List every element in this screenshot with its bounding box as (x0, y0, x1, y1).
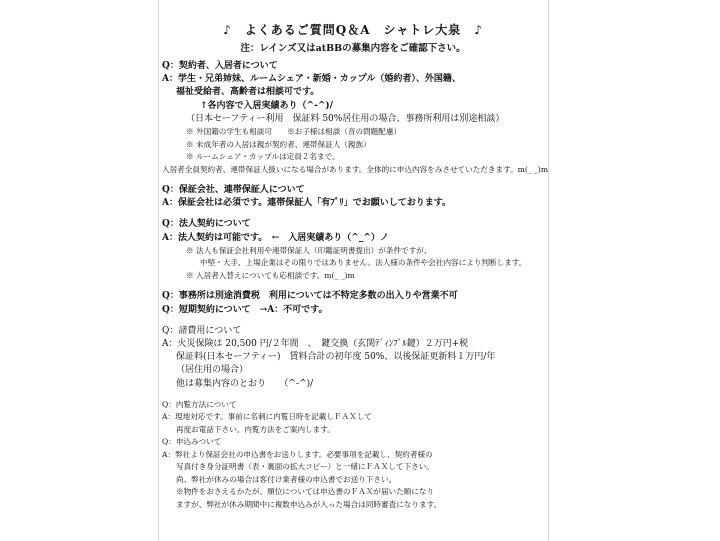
question: Q：事務所は別途消費税 利用については不特定多数の出入りや営業不可 (162, 291, 458, 302)
note-line: ※ 未成年者の入居は親が契約者、連帯保証人（親族） (186, 139, 371, 149)
answer: A：現地対応です。事前に名刺に内覧日時を記載しＦＡＸして (162, 412, 372, 422)
answer: A：法人契約は可能です。 ← 入居実績あり（^_^）ノ (162, 232, 389, 243)
answer-cont: 保証料(日本セーフティー) 賃料合計の初年度 50%、以後保証更新料１万円/年 (176, 352, 496, 363)
section-viewing-application (162, 399, 544, 512)
answer-cont: ↑各内容で入居実績あり（^-^)/ (200, 100, 333, 111)
section-costs (162, 325, 544, 391)
section-guarantor (162, 184, 544, 210)
answer-cont: （日本セーフティー利用 保証料 50%居住用の場合、事務所利用は別途相談） (186, 113, 505, 124)
faq-document (162, 8, 549, 538)
notice-line: 注：レインズ又はatBBの募集内容をご確認下さい。 (240, 43, 466, 54)
answer: A：学生・兄弟姉妹、ルームシェア・新婚・カップル（婚約者）、外国籍、 (162, 74, 461, 85)
question: Q：諸費用について (162, 325, 242, 336)
section-office-short-term (162, 290, 544, 316)
question: Q：契約者、入居者について (162, 61, 278, 71)
section-corporate (162, 218, 544, 282)
note-line: ※ 外国籍の学生も相談可 ※お子様は相談（音の問題配慮） (186, 127, 402, 137)
question: Q：法人契約について (162, 219, 251, 230)
left-margin (0, 0, 159, 541)
answer-cont: （居住用の場合） (176, 365, 249, 376)
answer: A：火災保険は 20,500 円/２年間 、 鍵交換（玄関ﾃﾞｨﾝﾌﾟﾙ鍵）２万円+税 (162, 338, 469, 349)
answer: A：弊社より保証会社の申込書をお送りします。必要事項を記載し、契約者様の (162, 449, 433, 459)
question: Q：保証会社、連帯保証人について (162, 185, 305, 196)
answer-cont: 他は募集内容のとおり （^-^)/ (176, 378, 314, 389)
right-margin (548, 0, 720, 541)
page-title: ♪ よくあるご質問Q＆A シャトレ大泉 ♪ (223, 23, 483, 37)
answer-cont: ※物件をおさえるかたが、順位については申込書のＦＡＸが届いた順になり (176, 487, 435, 497)
note-line: 中堅・大手、上場企業はその限りではありません。法人様の条件や会社内容により判断します。 (200, 258, 527, 268)
question: Q：短期契約について →A：不可です。 (162, 304, 328, 315)
section-tenants (162, 60, 549, 176)
answer-cont: 再度お電話下さい。内覧方法をご案内します。 (176, 424, 335, 434)
answer-cont: 尚、弊社が休みの場合は客付け業者様の申込書でお送り下さい。 (176, 474, 397, 484)
answer-cont: 福祉受給者、高齢者は相談可です。 (176, 87, 320, 98)
answer: A：保証会社は必須です。連帯保証人「有ﾌﾟﾘ」でお願いしております。 (162, 198, 452, 209)
note-line: 入居者全員契約者、連帯保証人扱いになる場合があります。全体的に申込内容をみさせていただきます。m(_ _)m (162, 164, 549, 174)
note-line: ※ 入居者入替えについても応相談です。m(_ _)m (186, 270, 355, 280)
question: Q：内覧方法について (162, 399, 237, 409)
answer-cont: 写真付き身分証明書（表・裏面の拡大コピー）と一緒にＦＡＸして下さい。 (176, 462, 434, 472)
note-line: ※ ルームシェア・カップルは定員２名まで。 (186, 152, 340, 162)
note-line: ※ 法人も保証会社利用や連帯保証人（印鑑証明書提出）が条件ですが、 (186, 245, 432, 255)
answer-cont: ますが、弊社が休み期間中に複数申込みが入った場合は同時審査になります。 (176, 499, 442, 509)
question: Q：申込みついて (162, 437, 222, 447)
